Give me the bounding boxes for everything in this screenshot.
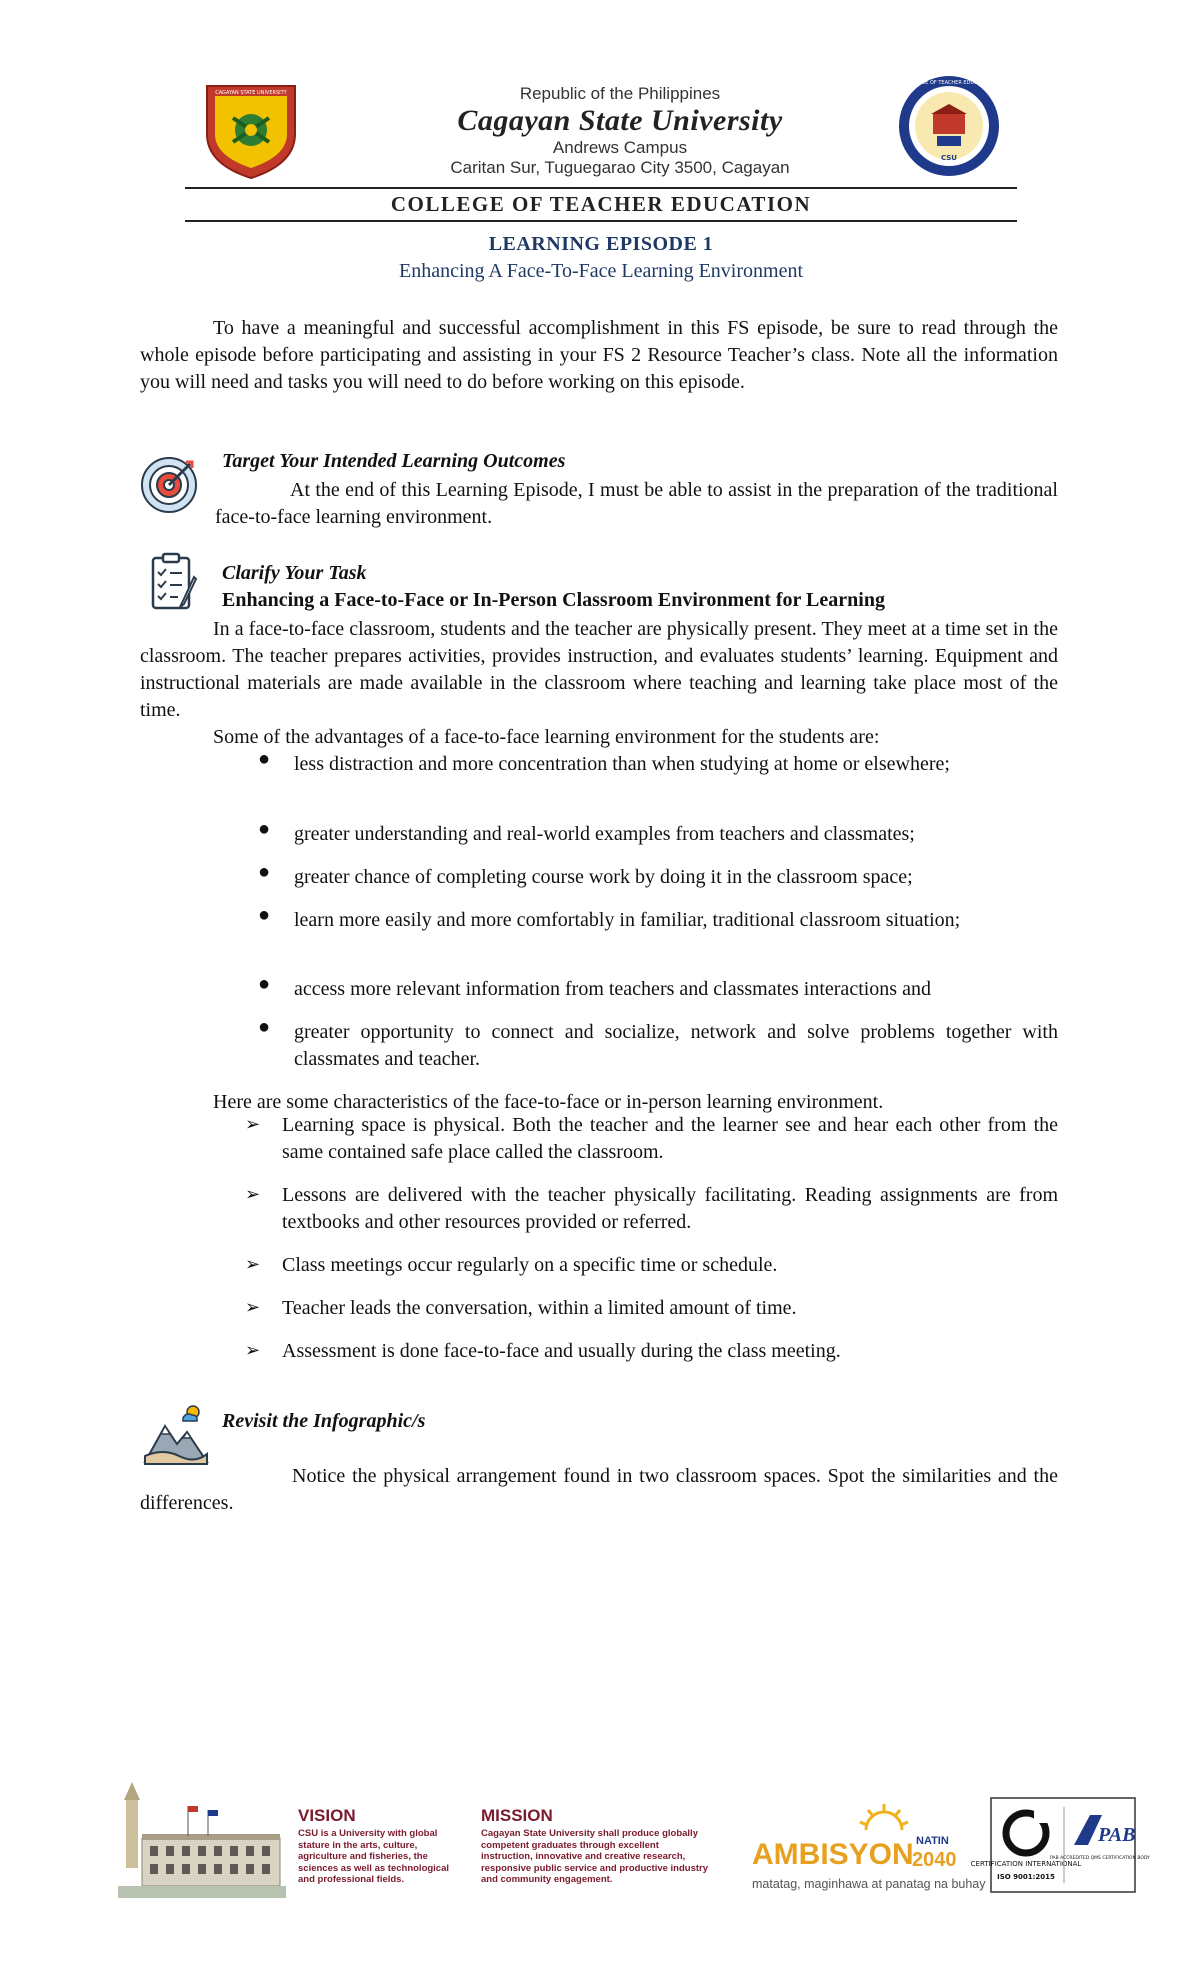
bullet-dot: ● [258,861,271,883]
arrow-bullet-icon: ➢ [245,1114,261,1134]
svg-text:PAB ACCREDITED QMS CERTIFICATI: PAB ACCREDITED QMS CERTIFICATION BODY [1050,1856,1150,1861]
svg-text:CAGAYAN STATE UNIVERSITY: CAGAYAN STATE UNIVERSITY [215,90,287,96]
advantage-item: learn more easily and more comfortably in familiar, traditional classroom situation; [294,909,961,931]
revisit-paragraph: Notice the physical arrangement found in two classroom spaces. Spot the similarities and the differences. [140,1465,1058,1514]
bullet-dot: ● [258,904,271,926]
characteristics-intro: Here are some characteristics of the face-to-face or in-person learning environment. [213,1091,884,1113]
college-seal-logo [897,74,1001,178]
mountain-landscape-icon [143,1404,209,1466]
arrow-bullet-icon: ➢ [245,1184,261,1204]
advantage-item: less distraction and more concentration than when studying at home or elsewhere; [294,753,950,775]
svg-text:ISO 9001:2015: ISO 9001:2015 [997,1873,1055,1881]
target-heading: Target Your Intended Learning Outcomes [222,450,566,472]
target-icon [140,456,198,514]
svg-text:AMBISYON: AMBISYON [752,1838,914,1871]
header-rule-top [185,187,1017,189]
svg-text:CERTIFICATION INTERNATIONAL: CERTIFICATION INTERNATIONAL [970,1860,1082,1868]
vision-text: CSU is a University with global stature in the arts, culture, agriculture and fisheries, the sciences as well as technological and professional fields. [298,1828,450,1885]
header-text-block [420,84,820,178]
college-title: COLLEGE OF TEACHER EDUCATION [390,192,812,216]
advantage-item: greater understanding and real-world examples from teachers and classmates; [294,823,915,845]
mission-text: Cagayan State University shall produce globally competent graduates through excellent instruction, innovative and creative research, responsive public service and productive industry and community engagement. [481,1828,709,1885]
clarify-subheading: Enhancing a Face-to-Face or In-Person Classroom Environment for Learning [222,589,885,611]
clarify-paragraph: In a face-to-face classroom, students and the teacher are physically present. They meet at a time set in the classroom. The teacher prepares activities, provides instruction, and evaluates students’ learning. Equipment and instructional materials are made available in the classroom where teaching and learning take place most of the time. [140,618,1058,721]
svg-text:2040: 2040 [912,1849,957,1871]
campus-name: Andrews Campus [552,138,688,157]
revisit-heading: Revisit the Infographic/s [222,1410,426,1432]
bullet-dot: ● [258,1016,271,1038]
advantage-item: greater opportunity to connect and socialize, network and solve problems together with classmates and teacher. [294,1021,1058,1070]
header-rule-bottom [185,220,1017,222]
svg-text:CSU: CSU [941,154,957,162]
clipboard-checklist-icon [150,553,200,611]
arrow-bullet-icon: ➢ [245,1297,261,1317]
iso-certification-logo [970,1797,1150,1893]
intro-paragraph: To have a meaningful and successful accomplishment in this FS episode, be sure to read through the whole episode before participating and assisting in your FS 2 Resource Teacher’s class. Note all the information you will need and tasks you will need to do before working on this episode. [140,317,1058,393]
advantage-item: access more relevant information from teachers and classmates interactions and [294,978,931,1000]
advantages-intro: Some of the advantages of a face-to-face learning environment for the students are: [213,726,880,748]
bullet-dot: ● [258,973,271,995]
bullet-dot: ● [258,818,271,840]
mission-heading: MISSION [481,1806,553,1825]
target-paragraph: At the end of this Learning Episode, I must be able to assist in the preparation of the traditional face-to-face learning environment. [215,479,1058,528]
characteristic-item: Teacher leads the conversation, within a limited amount of time. [282,1297,797,1319]
svg-text:COLLEGE OF TEACHER EDUCATION: COLLEGE OF TEACHER EDUCATION [905,80,993,86]
episode-subtitle: Enhancing A Face-To-Face Learning Environment [398,260,804,282]
bullet-dot: ● [258,748,271,770]
svg-text:matatag, maginhawa at panatag: matatag, maginhawa at panatag na buhay [752,1877,986,1891]
campus-building-image [118,1778,286,1898]
ambisyon-logo [748,1800,986,1898]
svg-text:PAB: PAB [1098,1824,1136,1846]
characteristic-item: Lessons are delivered with the teacher physically facilitating. Reading assignments are from textbooks and other resources provided or referred. [282,1184,1058,1233]
episode-title: LEARNING EPISODE 1 [488,233,714,255]
advantage-item: greater chance of completing course work by doing it in the classroom space; [294,866,913,888]
characteristic-item: Class meetings occur regularly on a specific time or schedule. [282,1254,778,1276]
vision-heading: VISION [298,1806,356,1825]
university-name: Cagayan State University [457,104,783,137]
arrow-bullet-icon: ➢ [245,1254,261,1274]
arrow-bullet-icon: ➢ [245,1340,261,1360]
characteristic-item: Learning space is physical. Both the teacher and the learner see and hear each other from the same contained safe place called the classroom. [282,1114,1058,1163]
svg-text:NATIN: NATIN [916,1835,949,1847]
university-seal-logo [203,82,299,180]
characteristic-item: Assessment is done face-to-face and usually during the class meeting. [282,1340,841,1362]
campus-address: Caritan Sur, Tuguegarao City 3500, Cagayan [450,158,790,177]
republic-label: Republic of the Philippines [519,84,721,103]
clarify-heading: Clarify Your Task [222,562,367,584]
